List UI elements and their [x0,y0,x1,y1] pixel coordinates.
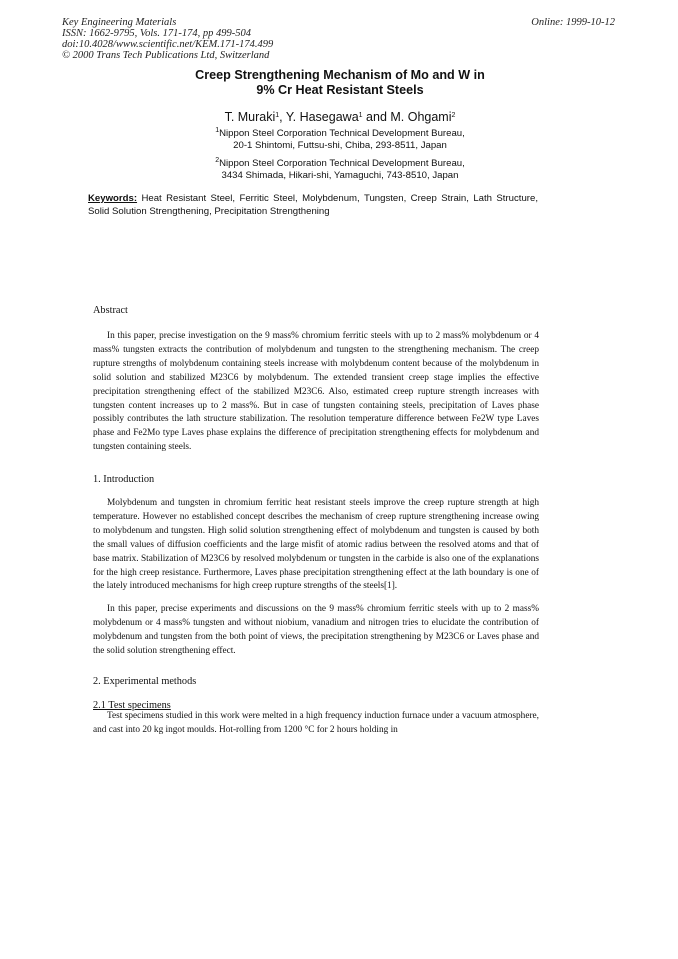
affiliation-2 [60,158,620,182]
affiliation-line: Nippon Steel Corporation Technical Development Bureau, [219,158,465,169]
introduction-paragraph-1 [93,497,539,594]
paper-title [60,68,620,98]
author-affil-mark: 1 [275,112,280,119]
methods-paragraph [93,710,539,738]
author-affil-mark: 2 [451,112,456,119]
author-list [60,110,620,124]
copyright-line: © 2000 Trans Tech Publications Ltd, Switzerland [62,50,270,61]
keywords-block [88,193,538,218]
online-date: Online: 1999-10-12 [531,17,615,28]
methods-text: Test specimens studied in this work were melted in a high frequency induction furnace under a vacuum atmosphere, and cast into 20 kg ingot moulds. Hot-rolling from 1200 °C for 2 hours holding in [93,711,539,735]
keywords-text: Heat Resistant Steel, Ferritic Steel, Molybdenum, Tungsten, Creep Strain, Lath Structure, Solid Solution Strengthening, Precipitation Strengthening [88,193,538,217]
introduction-text: In this paper, precise experiments and discussions on the 9 mass% chromium ferritic steels with up to 2 mass% molybdenum or 4 mass% tungsten and without niobium, vanadium and nitrogen tries to elucidate the contribution of molybdenum and tungsten from the both point of views, the precipitation strengthening by M23C6 or Laves phase and the solid solution strengthening effect. [93,604,539,656]
author-name: M. Ohgami [390,110,452,124]
keywords-label: Keywords: [88,193,138,204]
issn-line: ISSN: 1662-9795, Vols. 171-174, pp 499-504 [62,28,251,39]
abstract-body [93,330,539,455]
journal-name: Key Engineering Materials [62,17,177,28]
doi-line: doi:10.4028/www.scientific.net/KEM.171-174.499 [62,39,274,50]
author-separator: , [279,110,286,124]
affiliation-1 [60,128,620,152]
abstract-heading: Abstract [93,305,128,316]
author-affil-mark: 1 [358,112,363,119]
author-name: T. Muraki [224,110,276,124]
introduction-heading: 1. Introduction [93,474,155,485]
introduction-text: Molybdenum and tungsten in chromium ferritic heat resistant steels improve the creep rupture strength at high temperature. However no established concept describes the mechanism of creep rupture strengthening increase owing to molybdenum and tungsten. High solid solution strengthening effect of molybdenum and tungsten is caused by both the small values of diffusion coefficients and the large misfit of atomic radius between the resolved atoms and that of base matrix. Stabilization of M23C6 by resolved molybdenum or tungsten in the carbide is also one of the explanations for the high creep resistance. Furthermore, Laves phase precipitation strengthening effect at the lath boundary is one of the lately introduced mechanisms for high creep rupture strengths of the steels[1]. [93,498,539,592]
introduction-paragraph-2 [93,603,539,659]
test-specimens-heading: 2.1 Test specimens [93,700,171,711]
abstract-text: In this paper, precise investigation on the 9 mass% chromium ferritic steels with up to 2 mass% molybdenum or 4 mass% tungsten extracts the contribution of molybdenum and tungsten to the strengthening mechanism. The creep rupture strengths of molybdenum containing steels increase with molybdenum content because of the molybdenum in solid solution and stabilized M23C6 by molybdenum. The extended transient creep stage implies the effective precipitation strengthening effect of the stabilized M23C6. Also, estimated creep rupture strength increases with tungsten content increases up to 2 mass%. But in case of tungsten containing steels, precipitation of Laves phase possibly contributes the lath structure stabilization. The resolution temperature difference between Fe2W type Laves phase and Fe2Mo type Laves phase explains the difference of precipitation strengthening effects for molybdenum and tungsten containing steels. [93,331,539,453]
journal-header [62,17,273,61]
affiliation-address: 20-1 Shintomi, Futtsu-shi, Chiba, 293-8511, Japan [233,140,447,151]
title-line-2: 9% Cr Heat Resistant Steels [256,83,424,97]
methods-heading: 2. Experimental methods [93,676,197,687]
affiliation-mark: 1 [215,127,220,134]
title-line-1: Creep Strengthening Mechanism of Mo and W in [195,68,485,82]
author-separator: and [362,110,391,124]
affiliation-address: 3434 Shimada, Hikari-shi, Yamaguchi, 743-8510, Japan [221,170,459,181]
author-name: Y. Hasegawa [285,110,359,124]
affiliation-line: Nippon Steel Corporation Technical Development Bureau, [219,128,465,139]
affiliation-mark: 2 [215,157,220,164]
